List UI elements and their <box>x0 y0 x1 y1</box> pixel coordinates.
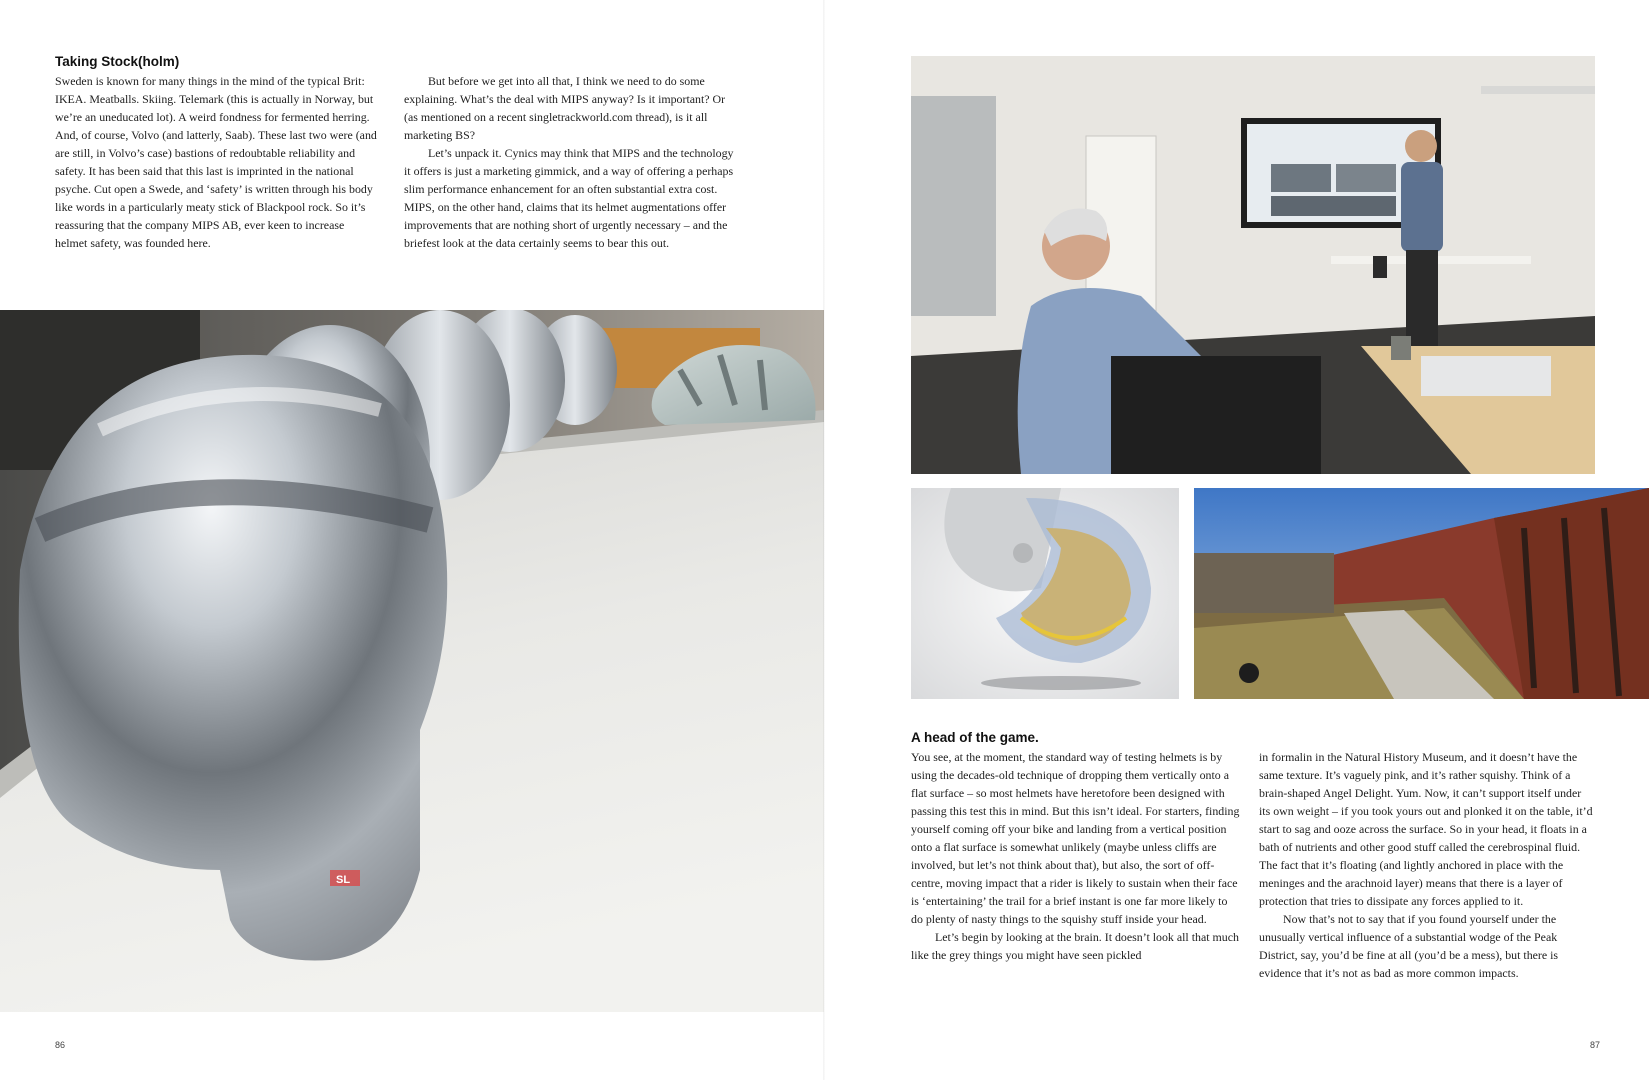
paragraph: Let’s begin by looking at the brain. It doesn’t look all that much like the grey things you might have seen pickled <box>911 930 1239 962</box>
page-number-right: 87 <box>1590 1040 1601 1050</box>
paragraph: in formalin in the Natural History Museum, and it doesn’t have the same texture. It’s vaguely pink, and it’s rather squishy. Think of a brain-shaped Angel Delight. Yum. Now, it can’t support itself under its own weight – if you took yours out and plonked it on the table, it’d start to sag and ooze across the surface. So in your head, it floats in a bath of nutrients and other good stuff called the cerebrospinal fluid. The fact that it’s floating (and lightly anchored in place with the meninges and the arachnoid layer) means that there is a layer of protection that tries to dissipate any forces applied to it. <box>1259 750 1593 908</box>
right-page <box>825 0 1649 1080</box>
section-heading-a-head-of-the-game: A head of the game. <box>911 730 1039 745</box>
head-label-text: SL <box>336 874 351 886</box>
right-column-2 <box>1259 748 1594 982</box>
paragraph: Now that’s not to say that if you found yourself under the unusually vertical influence of a substantial wodge of the Peak District, say, you’d be fine at all (you’d be a mess), but there is evidence that it’s not as bad as more common impacts. <box>1259 912 1559 980</box>
photo-meeting-presentation <box>911 56 1595 474</box>
paragraph: Let’s unpack it. Cynics may think that MIPS and the technology it offers is just a marketing gimmick, and a way of offering a perhaps slim performance enhancement for an often substantial extra cost. MIPS, on the other hand, claims that its helmet augmentations offer improvements that are nothing short of urgently necessary – and the briefest look at the data certainly seems to bear this out. <box>404 146 734 250</box>
left-page <box>0 0 824 1080</box>
paragraph: But before we get into all that, I think we need to do some explaining. What’s the deal with MIPS anyway? Is it important? Or (as mentioned on a recent singletrackworld.com thread), is it all marketing BS? <box>404 74 726 142</box>
photo-aluminium-test-heads <box>0 310 824 1012</box>
paragraph: Sweden is known for many things in the mind of the typical Brit: IKEA. Meatballs. Skiing. Telemark (this is actually in Norway, but we’re an uneducated lot). A weird fondness for fermented herring. And, of course, Volvo (and latterly, Saab). These last two were (and are still, in Volvo’s case) bastions of redoubtable reliability and safety. It has been said that this last is imprinted in the national psyche. Cut open a Swede, and ‘safety’ is written through his body like words in a particularly meaty stick of Blackpool rock. So it’s reassuring that the company MIPS AB, ever keen to increase helmet safety, was founded here. <box>55 74 377 250</box>
paragraph: You see, at the moment, the standard way of testing helmets is by using the decades-old technique of dropping them vertically onto a flat surface – so most helmets have heretofore been designed with passing this test this in mind. But this isn’t ideal. For starters, finding yourself coming off your bike and landing from a vertical position onto a flat surface is somewhat unlikely (maybe unless cliffs are involved, but let’s not think about that), but also, the sort of off-centre, moving impact that a rider is likely to sustain when their face is ‘entertaining’ the trail for a brief instant is one far more likely to do plenty of nasty things to the squishy stuff inside your head. <box>911 750 1240 926</box>
photo-helmet-render <box>911 488 1179 699</box>
page-number-left: 86 <box>55 1040 66 1050</box>
left-column-2 <box>404 72 739 252</box>
right-column-1 <box>911 748 1241 964</box>
left-column-1 <box>55 72 378 252</box>
photo-mips-building <box>1194 488 1649 699</box>
section-heading-taking-stockholm: Taking Stock(holm) <box>55 54 180 69</box>
